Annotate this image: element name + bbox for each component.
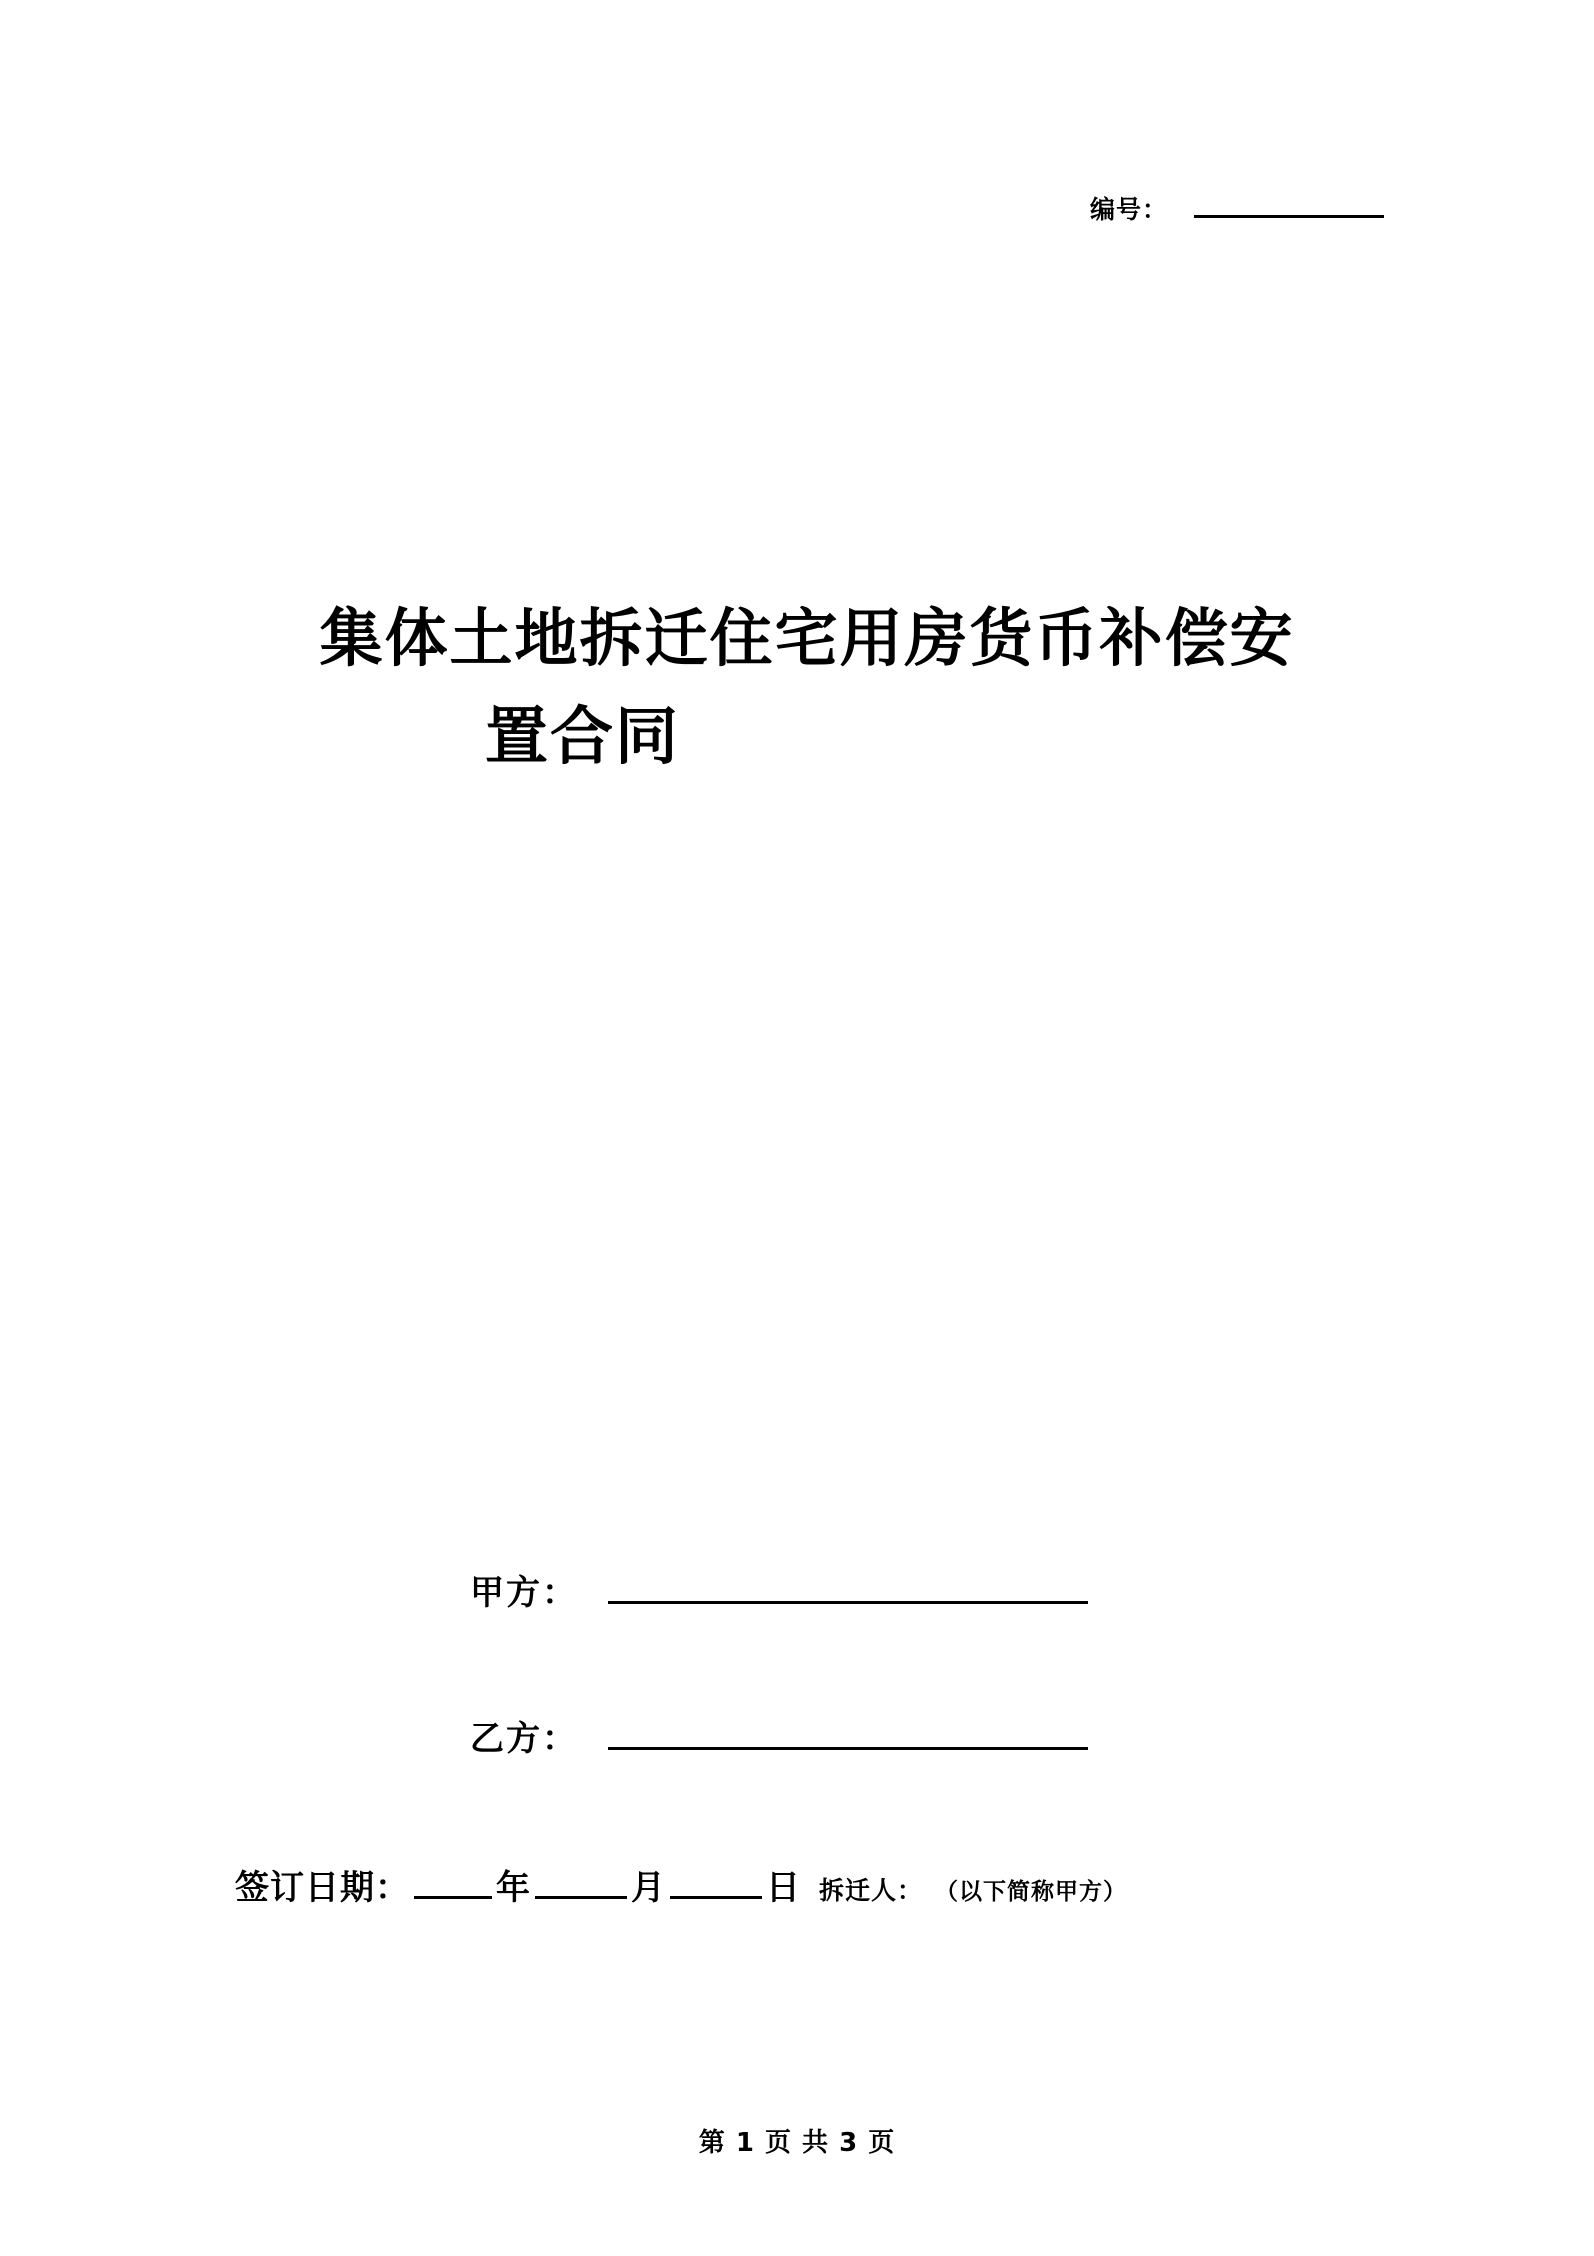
page-footer: 第 1 页 共 3 页 [698,2128,896,2158]
document-number-label: 编号： [1089,195,1168,224]
party-fields [0,1565,1594,1857]
sign-date-year-unit: 年 [496,1868,531,1908]
party-row-yifang [0,1711,1594,1760]
sign-date-label: 签订日期： [235,1868,410,1908]
page-title [245,590,1369,785]
sign-date-month-blank[interactable] [535,1894,627,1899]
party-label-yifang: 乙方： [470,1719,578,1759]
sign-date-row [235,1860,1127,1909]
demolisher-note: （以下简称甲方） [935,1879,1128,1905]
sign-date-year-blank[interactable] [414,1894,492,1899]
document-number-blank[interactable] [1194,213,1384,218]
sign-date-day-blank[interactable] [670,1894,762,1899]
party-blank-yifang[interactable] [608,1745,1088,1750]
sign-date-day-unit: 日 [766,1868,801,1908]
party-blank-jiafang[interactable] [608,1599,1088,1604]
page-title-line-1: 集体土地拆迁住宅用房货币补偿安 [319,602,1295,675]
demolisher-label: 拆迁人： [819,1876,924,1905]
document-number-field [1090,190,1384,226]
page-title-line-2: 置合同 [485,699,680,773]
party-row-jiafang [0,1565,1594,1614]
sign-date-month-unit: 月 [631,1868,666,1908]
party-label-jiafang: 甲方： [470,1573,578,1613]
